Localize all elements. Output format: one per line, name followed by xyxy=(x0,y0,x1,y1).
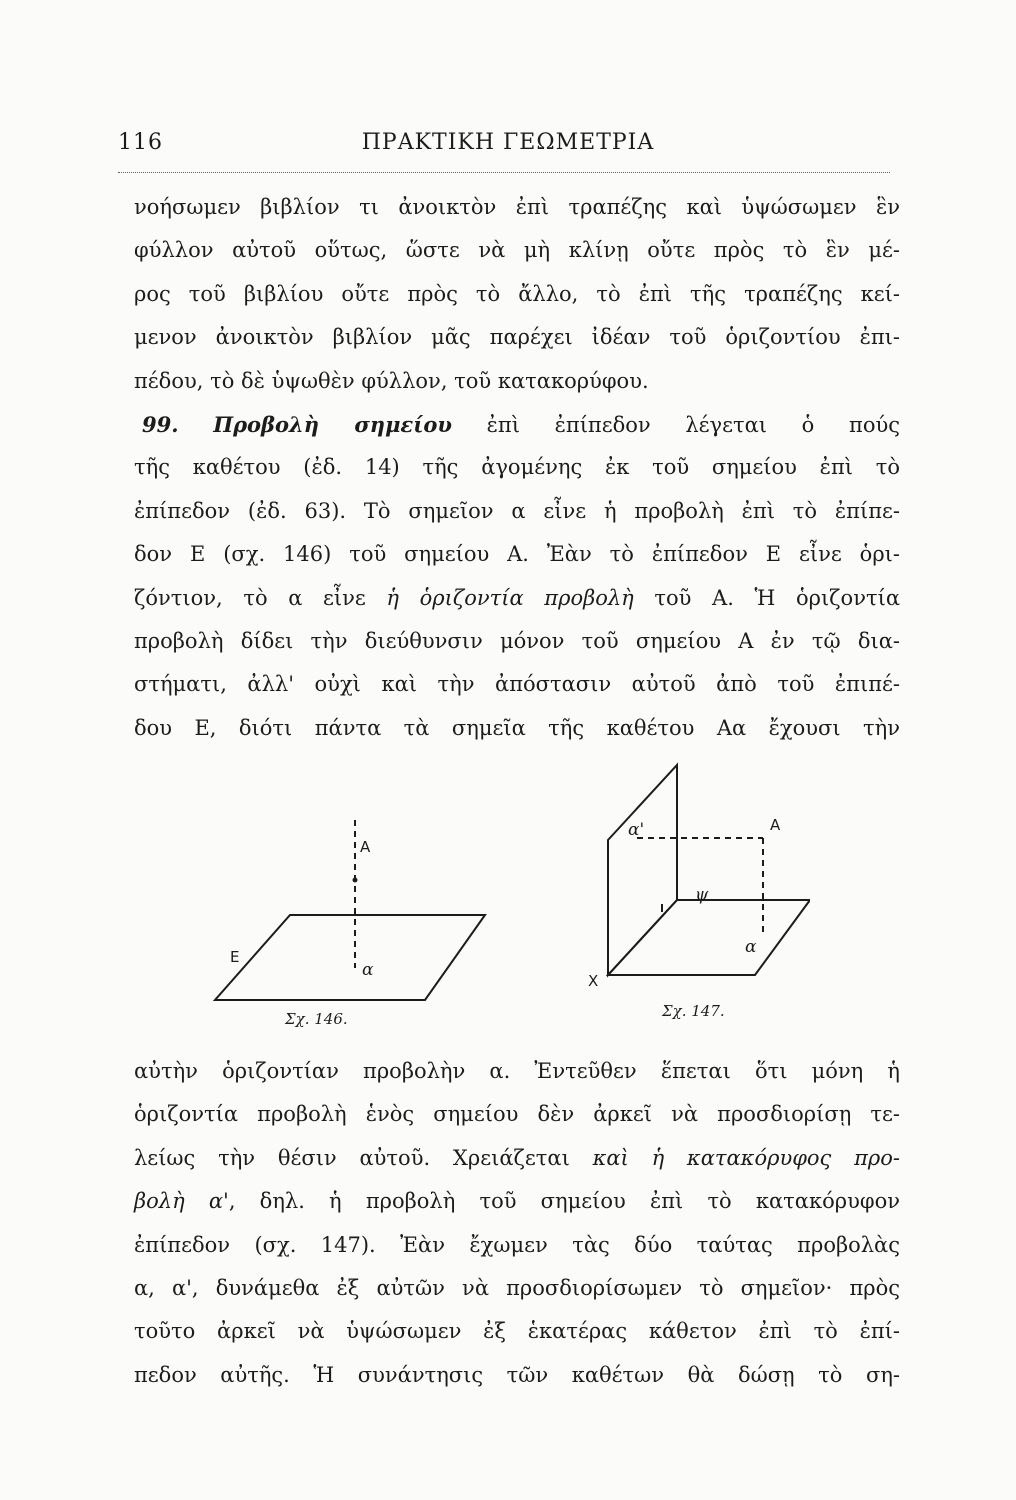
text-line: νοήσωμεν βιβλίον τι ἀνοικτὸν ἐπὶ τραπέζης καὶ ὑψώσωμεν ἓν xyxy=(134,195,900,219)
emphasis-term: ἡ ὁριζοντία προβολὴ xyxy=(386,585,634,610)
dot xyxy=(354,879,357,882)
horizontal-plane xyxy=(608,900,810,975)
text-block-top xyxy=(134,186,900,750)
label-x: Χ xyxy=(588,972,599,990)
label-a-146: Α xyxy=(360,838,371,856)
text-line: ἐπίπεδον (σχ. 147). Ἐὰν ἔχωμεν τὰς δύο ταύτας προβολὰς xyxy=(134,1232,900,1257)
section-number: 99. xyxy=(142,411,179,437)
text-line: ρος τοῦ βιβλίου οὔτε πρὸς τὸ ἄλλο, τὸ ἐπὶ τῆς τραπέζης κεί- xyxy=(134,281,900,306)
text-line xyxy=(134,1137,900,1180)
text-block-bottom xyxy=(134,1050,900,1397)
label-psi: ψ xyxy=(695,885,709,905)
text-line: πέδου, τὸ δὲ ὑψωθὲν φύλλον, τοῦ κατακορύφου. xyxy=(134,368,649,393)
label-alpha-147: α xyxy=(745,937,757,957)
text-line xyxy=(134,1180,900,1223)
label-a-147: Α xyxy=(770,816,781,834)
text-line: τῆς καθέτου (ἐδ. 14) τῆς ἀγομένης ἐκ τοῦ σημείου ἐπὶ τὸ xyxy=(134,455,900,480)
figure-146 xyxy=(215,820,485,1000)
text-fragment: ἐπὶ ἐπίπεδον λέγεται ὁ πούς xyxy=(451,412,900,437)
text-line: δου Ε, διότι πάντα τὰ σημεῖα τῆς καθέτου Αα ἔχουσι τὴν xyxy=(134,715,900,740)
label-e-146: Ε xyxy=(230,948,240,966)
figure-147 xyxy=(608,765,810,975)
text-line: δον Ε (σχ. 146) τοῦ σημείου Α. Ἐὰν τὸ ἐπίπεδον Ε εἶνε ὁρι- xyxy=(134,542,900,567)
text-line: αὐτὴν ὁριζοντίαν προβολὴν α. Ἐντεῦθεν ἕπεται ὅτι μόνη ἡ xyxy=(134,1059,900,1083)
text-fragment: τοῦ Α. Ἡ ὁριζοντία xyxy=(633,585,900,610)
text-line: τοῦτο ἀρκεῖ νὰ ὑψώσωμεν ἐξ ἑκατέρας κάθετον ἐπὶ τὸ ἐπί- xyxy=(134,1319,900,1344)
emphasis-term: βολὴ α' xyxy=(134,1189,229,1214)
text-fragment: λείως τὴν θέσιν αὐτοῦ. Χρειάζεται xyxy=(134,1145,593,1170)
label-alpha-146: α xyxy=(362,960,374,980)
section-title: Προβολὴ σημείου xyxy=(213,411,452,437)
text-line: ἐπίπεδον (ἐδ. 63). Τὸ σημεῖον α εἶνε ἡ προβολὴ ἐπὶ τὸ ἐπίπε- xyxy=(134,498,900,523)
section-99-line xyxy=(134,403,900,446)
text-line: α, α', δυνάμεθα ἐξ αὐτῶν νὰ προσδιορίσωμεν τὸ σημεῖον· πρὸς xyxy=(134,1275,900,1300)
header-rule xyxy=(118,172,890,173)
text-line: ὁριζοντία προβολὴ ἑνὸς σημείου δὲν ἀρκεῖ νὰ προσδιορίσῃ τε- xyxy=(134,1102,900,1127)
text-line: φύλλον αὐτοῦ οὕτως, ὥστε νὰ μὴ κλίνῃ οὔτε πρὸς τὸ ἓν μέ- xyxy=(134,238,900,263)
plane-e xyxy=(215,915,485,1000)
page-number: 116 xyxy=(118,130,163,155)
text-fragment: , δηλ. ἡ προβολὴ τοῦ σημείου ἐπὶ τὸ κατακόρυφον xyxy=(228,1189,900,1214)
text-line: μενον ἀνοικτὸν βιβλίον μᾶς παρέχει ἰδέαν τοῦ ὁριζοντίου ἐπι- xyxy=(134,325,900,350)
running-title: ΠΡΑΚΤΙΚΗ ΓΕΩΜΕΤΡΙΑ xyxy=(361,130,655,155)
text-line xyxy=(134,577,900,620)
text-line: πεδον αὐτῆς. Ἡ συνάντησις τῶν καθέτων θὰ δώσῃ τὸ ση- xyxy=(134,1362,900,1387)
caption-147: Σχ. 147. xyxy=(662,1002,725,1020)
label-alpha-prime: α' xyxy=(628,820,645,840)
vertical-plane xyxy=(608,765,677,975)
text-line: στήματι, ἀλλ' οὐχὶ καὶ τὴν ἀπόστασιν αὐτοῦ ἀπὸ τοῦ ἐπιπέ- xyxy=(134,672,900,697)
text-line: προβολὴ δίδει τὴν διεύθυνσιν μόνον τοῦ σημείου Α ἐν τῷ δια- xyxy=(134,628,900,653)
emphasis-term: καὶ ἡ κατακόρυφος προ- xyxy=(592,1145,900,1170)
text-fragment: ζόντιον, τὸ α εἶνε xyxy=(134,585,387,610)
caption-146: Σχ. 146. xyxy=(285,1010,348,1028)
figures xyxy=(210,760,810,1050)
